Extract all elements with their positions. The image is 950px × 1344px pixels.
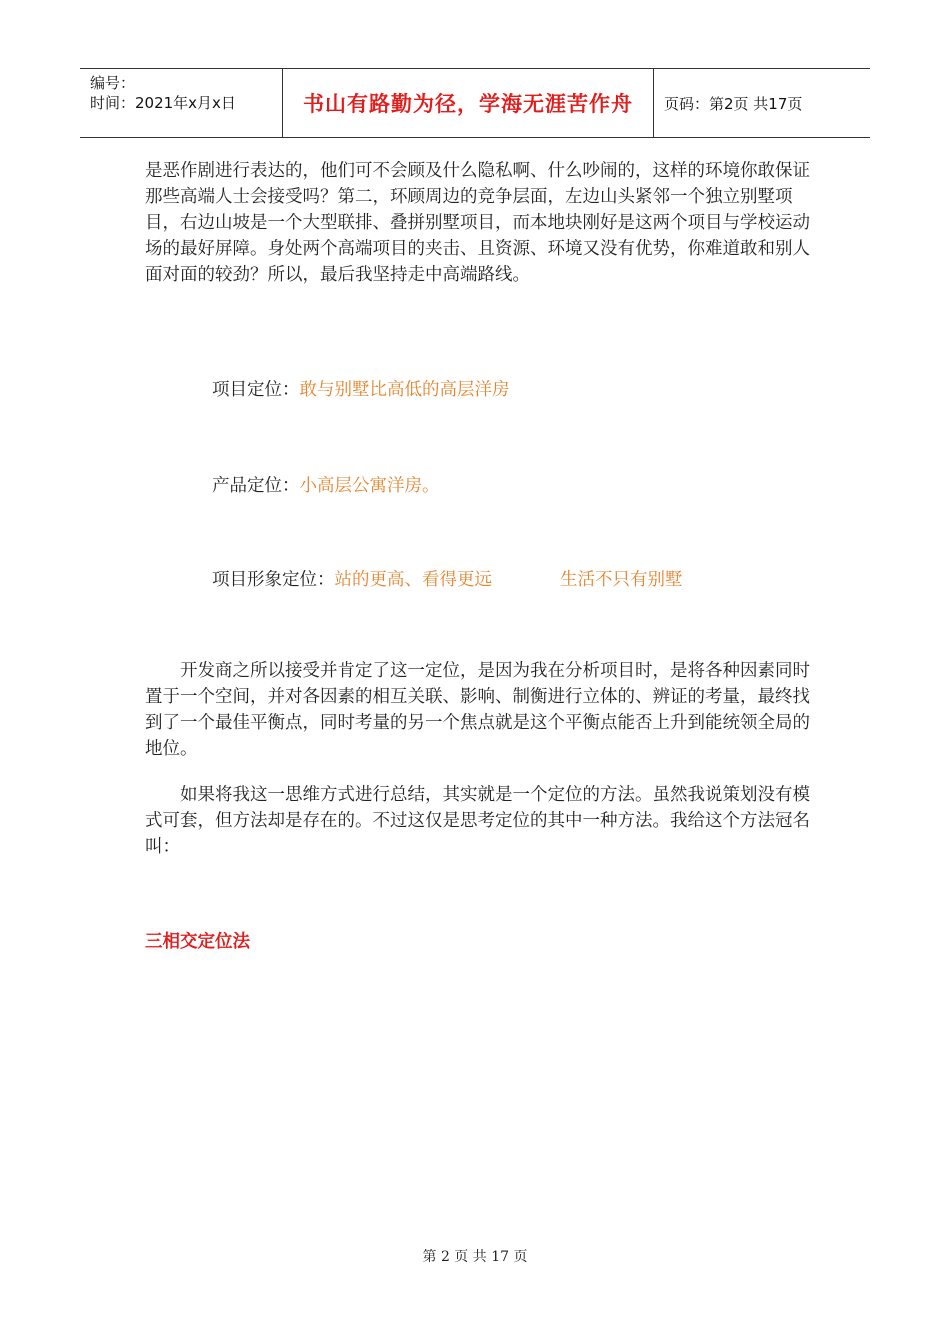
project-positioning-label: 项目定位： xyxy=(212,380,300,400)
document-number-label: 编号： xyxy=(90,74,136,92)
image-positioning-label: 项目形象定位： xyxy=(212,570,335,590)
product-positioning-label: 产品定位： xyxy=(212,476,300,496)
header-page-cell xyxy=(654,69,870,137)
header-motto-cell xyxy=(282,69,654,137)
section-title: 三相交定位法 xyxy=(145,932,250,952)
image-positioning-value-1: 站的更高、看得更远 xyxy=(334,570,492,590)
image-positioning xyxy=(212,567,683,593)
header-motto: 书山有路勤为径，学海无涯苦作舟 xyxy=(303,92,633,116)
project-positioning xyxy=(212,377,510,403)
header-page-info: 页码：第2页 共17页 xyxy=(664,94,803,113)
body-paragraph-3: 如果将我这一思维方式进行总结，其实就是一个定位的方法。虽然我说策划没有模式可套，但方法却是存在的。不过这仅是思考定位的其中一种方法。我给这个方法冠名叫： xyxy=(145,785,810,857)
body-paragraph-1: 是恶作剧进行表达的，他们可不会顾及什么隐私啊、什么吵闹的，这样的环境你敢保证那些高端人士会接受吗？第二，环顾周边的竞争层面，左边山头紧邻一个独立别墅项目，右边山坡是一个大型联排、叠拼别墅项目，而本地块刚好是这两个项目与学校运动场的最好屏障。身处两个高端项目的夹击、且资源、环境又没有优势，你难道敢和别人面对面的较劲？所以，最后我坚持走中高端路线。 xyxy=(145,161,810,285)
body-paragraph-2: 开发商之所以接受并肯定了这一定位，是因为我在分析项目时，是将各种因素同时置于一个空间，并对各因素的相互关联、影响、制衡进行立体的、辨证的考量，最终找到了一个最佳平衡点，同时考量的另一个焦点就是这个平衡点能否上升到能统领全局的地位。 xyxy=(145,661,810,759)
header-meta xyxy=(80,69,282,137)
image-positioning-value-2: 生活不只有别墅 xyxy=(560,570,683,590)
page-footer: 第 2 页 共 17 页 xyxy=(422,1249,528,1265)
page-header xyxy=(80,68,870,138)
project-positioning-value: 敢与别墅比高低的高层洋房 xyxy=(299,380,510,400)
product-positioning xyxy=(212,473,440,499)
product-positioning-value: 小高层公寓洋房。 xyxy=(299,476,440,496)
document-date: 时间：2021年x月x日 xyxy=(90,94,236,112)
